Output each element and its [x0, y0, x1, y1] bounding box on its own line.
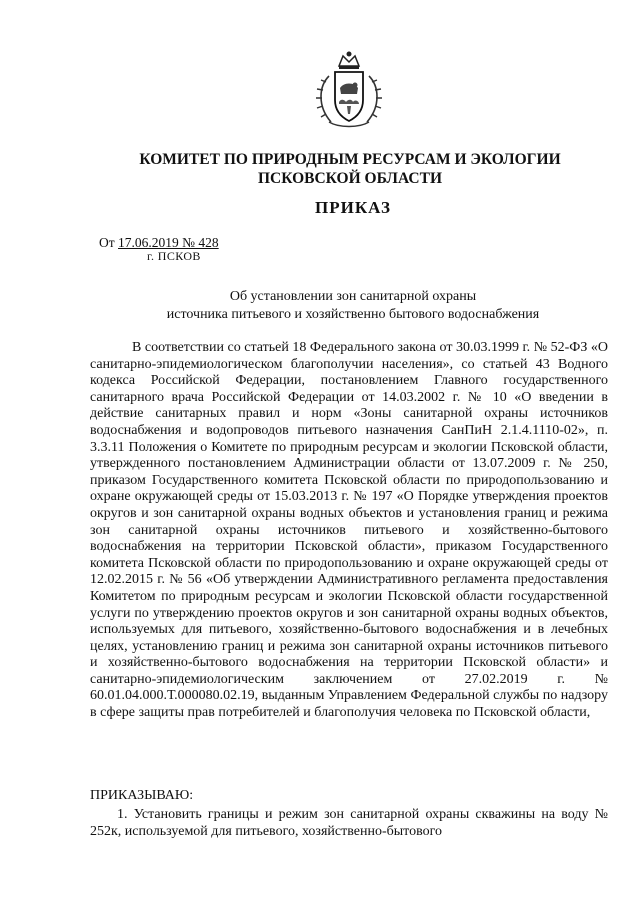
order-item-1: 1. Установить границы и режим зон санитарной охраны скважины на воду № 252к, используемой для питьевого, хозяйственно-бытового — [90, 807, 608, 839]
document-type: ПРИКАЗ — [315, 198, 391, 217]
city: г. ПСКОВ — [147, 249, 201, 263]
subject-line1: Об установлении зон санитарной охраны — [229, 289, 477, 304]
coat-of-arms-icon — [299, 48, 399, 130]
date-and-number: 17.06.2019 № 428 — [118, 235, 219, 250]
subject-line2: источника питьевого и хозяйственно бытового водоснабжения — [166, 307, 540, 322]
committee-name-line1: КОМИТЕТ ПО ПРИРОДНЫМ РЕСУРСАМ И ЭКОЛОГИИ — [139, 151, 561, 168]
date-prefix: От — [99, 235, 119, 250]
preamble-paragraph: В соответствии со статьей 18 Федерального закона от 30.03.1999 г. № 52-ФЗ «О санитарно-эпидемиологическом благополучии населения», со статьей 43 Водного кодекса Российской Федерации, постановлением Главного государственного санитарного врача Российской Федерации от 14.03.2002 г. № 10 «О введении в действие санитарных правил и норм «Зоны санитарной охраны источников водоснабжения и водопроводов питьевого назначения СанПиН 2.1.4.1110-02», п. 3.3.11 Положения о Комитете по природным ресурсам и экологии Псковской области, утвержденного постановлением Администрации области от 13.07.2009 г. № 250, приказом Государственного комитета Псковской области по природопользованию и охране окружающей среды от 15.03.2013 г. № 197 «О Порядке утверждения проектов округов и зон санитарной охраны водных объектов и установления границ и режима зон санитарной охраны источников питьевого и хозяйственно-бытового водоснабжения на территории Псковской области», приказом Государственного комитета Псковской области по природопользованию и охране окружающей среды от 12.02.2015 г. № 56 «Об утверждении Административного регламента предоставления Комитетом по природным ресурсам и экологии Псковской области государственной услуги по утверждению проектов округов и зон санитарной охраны водных объектов, используемых для питьевого, хозяйственно-бытового водоснабжения и в лечебных целях, установлению границ и режима зон санитарной охраны источников питьевого и хозяйственно-бытового водоснабжения на территории Псковской области» и санитарно-эпидемиологическим заключением от 27.02.2019 г. № 60.01.04.000.Т.000080.02.19, выданным Управлением Федеральной службы по надзору в сфере защиты прав потребителей и благополучия человека по Псковской области, — [90, 340, 608, 721]
committee-name-line2: ПСКОВСКОЙ ОБЛАСТИ — [257, 170, 442, 187]
order-word: ПРИКАЗЫВАЮ: — [90, 788, 194, 803]
